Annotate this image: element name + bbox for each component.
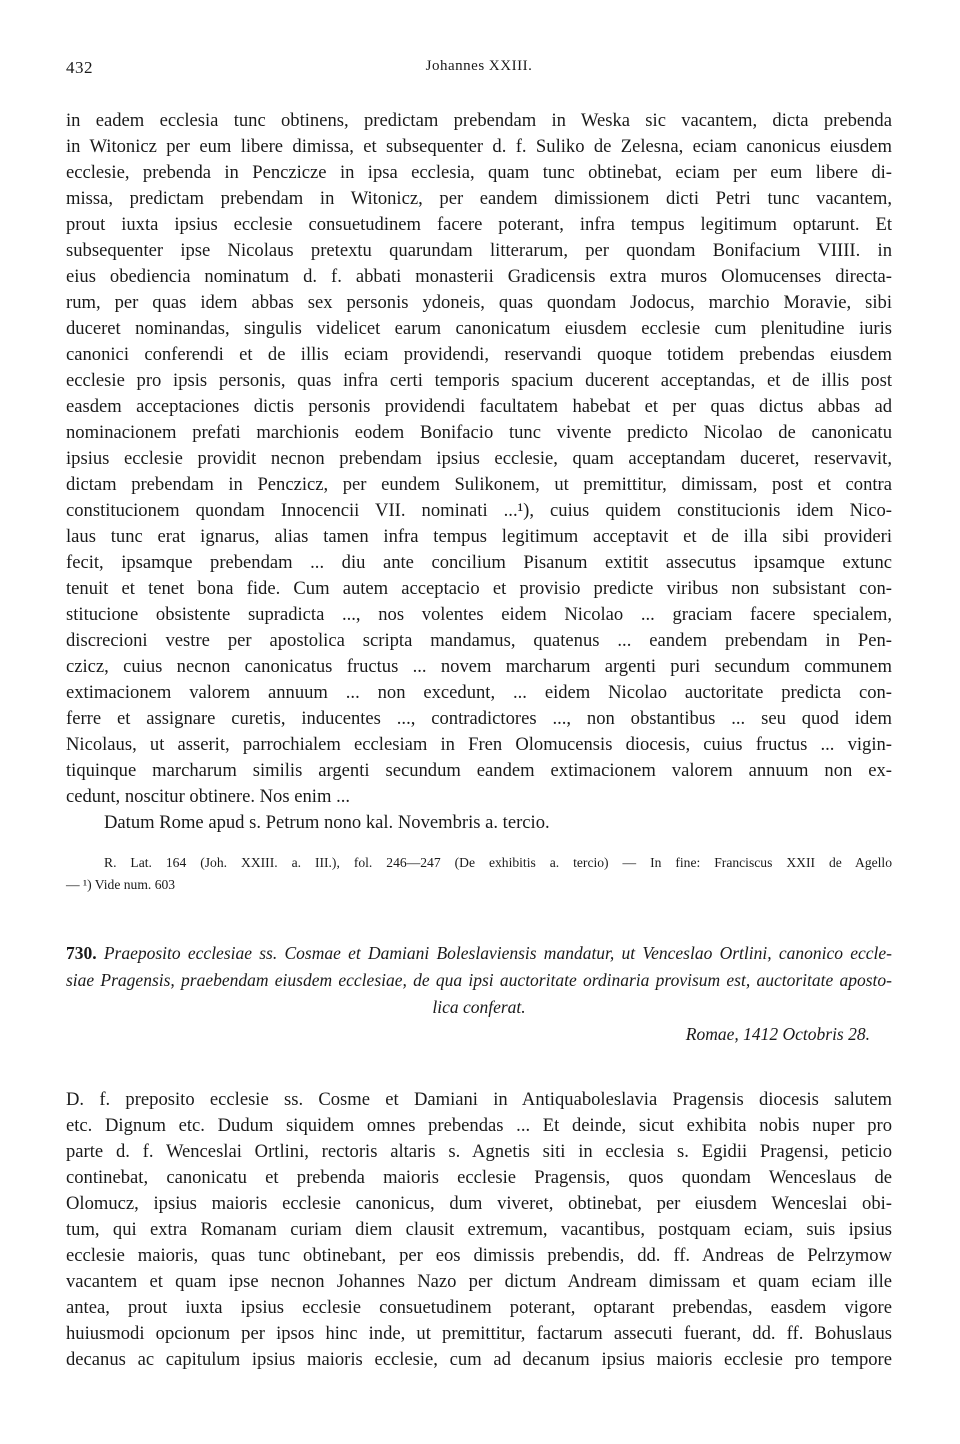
text-line: ferre et assignare curetis, inducentes ..., contradictores ..., non obstantibus ... seu quod idem <box>66 708 892 729</box>
text-line: ecclesie maioris, quas tunc obtinebant, per eos dimissis prebendis, dd. ff. Andreas de Pelrzymow <box>66 1245 892 1266</box>
page-number: 432 <box>66 58 93 77</box>
entry-dateline: Romae, 1412 Octobris 28. <box>685 1024 870 1044</box>
continued-letter-text <box>66 108 892 810</box>
text-line: rum, per quas idem abbas sex personis ydoneis, quas quondam Jodocus, marchio Moravie, sibi <box>66 292 892 313</box>
datum-line: Datum Rome apud s. Petrum nono kal. Novembris a. tercio. <box>104 812 550 833</box>
text-line: nominacionem prefati marchionis eodem Bonifacio tunc vivente predicto Nicolao de canonicatu <box>66 422 892 443</box>
text-line: ipsius ecclesie providit necnon prebendam ipsius ecclesie, quam acceptandam duceret, reservavit, <box>66 448 892 469</box>
text-line: tenuit et tenet bona fide. Cum autem acceptacio et provisio predicte viribus non subsistant con- <box>66 578 892 599</box>
text-line: dictam prebendam in Penczicz, per eundem Sulikonem, ut premittitur, dimissam, post et contra <box>66 474 892 495</box>
text-line: discrecioni vestre per apostolica scripta mandamus, quatenus ... eandem prebendam in Pen- <box>66 630 892 651</box>
text-line: decanus ac capitulum ipsius maioris ecclesie, cum ad decanum ipsius maioris ecclesie pro tempore <box>66 1349 892 1370</box>
text-line: easdem acceptaciones dictis personis providendi facultatem habebat et per quas dictus abbas ad <box>66 396 892 417</box>
text-line: ecclesie pro ipsis personis, quas infra certi temporis spacium ducerent acceptandas, et de illis post <box>66 370 892 391</box>
entry-number: 730. <box>66 943 97 963</box>
text-line: etc. Dignum etc. Dudum siquidem omnes prebendas ... Et deinde, sicut exhibita nobis nuper pro <box>66 1115 892 1136</box>
text-line: canonici conferendi et de illis eciam providendi, reservandi quoque totidem prebendas eiusdem <box>66 344 892 365</box>
summary-line: siae Pragensis, praebendam eiusdem ecclesiae, de qua ipsi auctoritate ordinaria provisum est, auctoritate aposto- <box>66 970 892 990</box>
text-line: fecit, ipsamque prebendam ... diu ante concilium Pisanum extitit assecutus ipsamque extunc <box>66 552 892 573</box>
text-line: antea, prout iuxta ipsius ecclesie consuetudinem poterant, optarant prebendas, easdem vigore <box>66 1297 892 1318</box>
summary-line <box>66 940 892 967</box>
running-header <box>66 58 892 86</box>
text-line: in eadem ecclesia tunc obtinens, predictam prebendam in Weska sic vacantem, dicta prebenda <box>66 110 892 131</box>
text-line: continebat, canonicatu et prebenda maioris ecclesie Pragensis, quos quondam Wenceslaus de <box>66 1167 892 1188</box>
text-line: vacantem et quam ipse necnon Johannes Nazo per dictum Andream dimissam et quam eciam ille <box>66 1271 892 1292</box>
entry-letter-text <box>66 1087 892 1373</box>
text-line: missa, predictam prebendam in Witonicz, per eandem dimissionem dicti Petri tunc vacantem, <box>66 188 892 209</box>
entry-summary <box>66 940 892 1021</box>
text-line: Olomucz, ipsius maioris ecclesie canonicus, dum viveret, obtinebat, per eiusdem Wenceslai obi- <box>66 1193 892 1214</box>
text-line: in Witonicz per eum libere dimissa, et subsequenter d. f. Suliko de Zelesna, eciam canonicus eiusdem <box>66 136 892 157</box>
footnote-source-line: R. Lat. 164 (Joh. XXIII. a. III.), fol. 246—247 (De exhibitis a. tercio) — In fine: Franciscus XXII de Agello <box>104 855 892 870</box>
text-line: Nicolaus, ut asserit, parrochialem ecclesiam in Fren Olomucensis diocesis, cuius fructus ... vigin- <box>66 734 892 755</box>
footnote-reference-line: — ¹) Vide num. 603 <box>66 877 176 892</box>
text-line: stitucione obsistente supradicta ..., nos volentes eidem Nicolao ... graciam facere specialem, <box>66 604 892 625</box>
footnote <box>66 852 892 896</box>
summary-line-last: lica conferat. <box>432 997 526 1017</box>
text-line: constitucionem quondam Innocencii VII. nominati ...¹), cuius quidem constitucionis idem Nico- <box>66 500 892 521</box>
text-line: subsequenter ipse Nicolaus pretextu quarundam litterarum, per quondam Bonifacium VIIII. in <box>66 240 892 261</box>
text-line: duceret nominandas, singulis videlicet earum canonicatum eiusdem ecclesie cum plenitudine iuris <box>66 318 892 339</box>
text-line: parte d. f. Wenceslai Ortlini, rectoris altaris s. Agnetis siti in ecclesia s. Egidii Pragensi, peticio <box>66 1141 892 1162</box>
summary-text: Praeposito ecclesiae ss. Cosmae et Damiani Boleslaviensis mandatur, ut Venceslao Ortlini, canonico eccle- <box>103 943 892 963</box>
text-line: D. f. preposito ecclesie ss. Cosme et Damiani in Antiquaboleslavia Pragensis diocesis salutem <box>66 1089 892 1110</box>
text-line: czicz, cuius necnon canonicatus fructus ... novem marcharum argenti puri secundum communem <box>66 656 892 677</box>
text-line: tum, qui extra Romanam curiam diem clausit extremum, vacantibus, postquam eciam, suis ipsius <box>66 1219 892 1240</box>
text-line: laus tunc erat ignarus, alias tamen infra tempus legitimum acceptavit et de illa sibi provideri <box>66 526 892 547</box>
running-title: Johannes XXIII. <box>425 58 533 74</box>
text-line: prout iuxta ipsius ecclesie consuetudinem facere poterant, infra tempus legitimum optarunt. Et <box>66 214 892 235</box>
text-line: extimacionem valorem annuum ... non excedunt, ... eidem Nicolao auctoritate predicta con- <box>66 682 892 703</box>
text-line: eius obediencia nominatum d. f. abbati monasterii Gradicensis extra muros Olomucenses directa- <box>66 266 892 287</box>
document-page <box>66 58 892 1373</box>
text-line: tiquinque marcharum similis argenti secundum eandem extimacionem valorem annuum non ex- <box>66 760 892 781</box>
text-line: cedunt, noscitur obtinere. Nos enim ... <box>66 786 351 807</box>
text-line: huiusmodi opcionum per ipsos hinc inde, ut premittitur, factarum assecuti fuerant, dd. ff. Bohuslaus <box>66 1323 892 1344</box>
text-line: ecclesie, prebenda in Penczicze in ipsa ecclesia, quam tunc obtinebat, eciam per eum libere di- <box>66 162 892 183</box>
